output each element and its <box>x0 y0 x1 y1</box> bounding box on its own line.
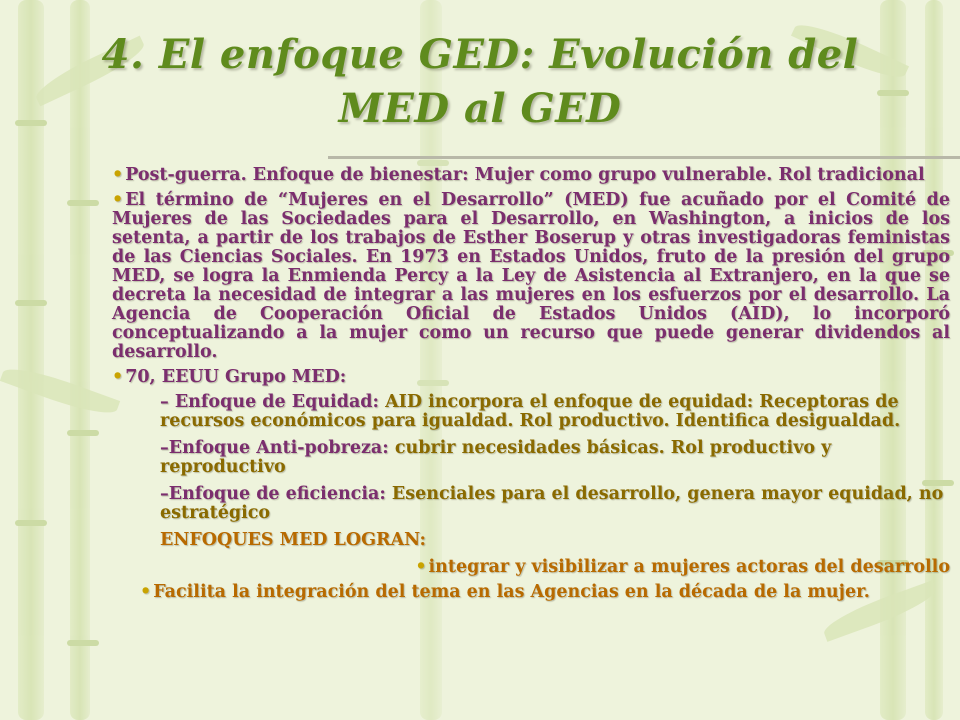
title-line-2: MED al GED <box>338 85 622 132</box>
bullet-icon: • <box>112 190 124 210</box>
bullet-text: El término de “Mujeres en el Desarrollo” (MED) fue acuñado por el Comité de Mujeres de las Sociedades para el Desarrollo, en Washington, a inicios de los setenta, a partir de los trabajos de Esther Boserup y otras investigadoras feministas de las Ciencias Sociales. En 1973 en Estados Unidos, fruto de la presión del grupo MED, se logra la Enmienda Percy a la Ley de Asistencia al Extranjero, en la que se decreta la necesidad de integrar a las mujeres en los esfuerzos por el desarrollo. La Agencia de Cooperación Oficial de Estados Unidos (AID), lo incorporó conceptualizando a la mujer como un recurso que puede generar dividendos al desarrollo. <box>112 190 950 362</box>
subitem-text: cubrir necesidades básicas. Rol productivo y reproductivo <box>160 438 832 477</box>
dash-marker: – <box>160 438 169 458</box>
logran-item <box>112 558 950 577</box>
title-line-1: 4. El enfoque GED: Evolución del <box>101 31 859 78</box>
subitem-text: AID incorpora el enfoque de equidad: Receptoras de recursos económicos para igualdad. Rol productivo. Identifica desigualdad. <box>160 392 901 431</box>
bullet-text: Facilita la integración del tema en las Agencias en la década de la mujer. <box>153 582 870 602</box>
bullet-grupo-med <box>112 368 950 387</box>
subitem-heading: Enfoque de eficiencia: <box>168 484 386 504</box>
slide-title <box>60 28 900 136</box>
dash-marker: – <box>160 484 169 504</box>
subitem-equidad <box>112 393 950 431</box>
slide-body <box>112 166 950 608</box>
bullet-med-term <box>112 191 950 362</box>
bullet-icon: • <box>112 165 124 185</box>
bullet-icon: • <box>112 367 124 387</box>
bullet-text: Mujer como grupo vulnerable. Rol tradicional <box>468 165 925 185</box>
subitem-antipobreza <box>112 439 950 477</box>
subitem-text: Esenciales para el desarrollo, genera mayor equidad, no estratégico <box>160 484 944 523</box>
subitem-eficiencia <box>112 485 950 523</box>
title-divider <box>328 156 960 159</box>
subitem-heading: Enfoque de Equidad: <box>174 392 379 412</box>
bamboo-stalk <box>18 0 44 720</box>
bullet-icon: • <box>140 582 152 602</box>
dash-marker: – <box>160 392 175 412</box>
subitem-heading: Enfoque Anti-pobreza: <box>168 438 389 458</box>
logran-item-text: integrar y visibilizar a mujeres actoras del desarrollo <box>428 557 950 577</box>
bullet-heading: 70, EEUU Grupo MED: <box>125 367 347 387</box>
logran-heading: ENFOQUES MED LOGRAN: <box>160 530 427 550</box>
bullet-icon: • <box>415 557 427 577</box>
bullet-heading: Post-guerra. Enfoque de bienestar: <box>125 165 469 185</box>
bullet-postguerra <box>112 166 950 185</box>
bullet-facilita <box>112 583 950 602</box>
